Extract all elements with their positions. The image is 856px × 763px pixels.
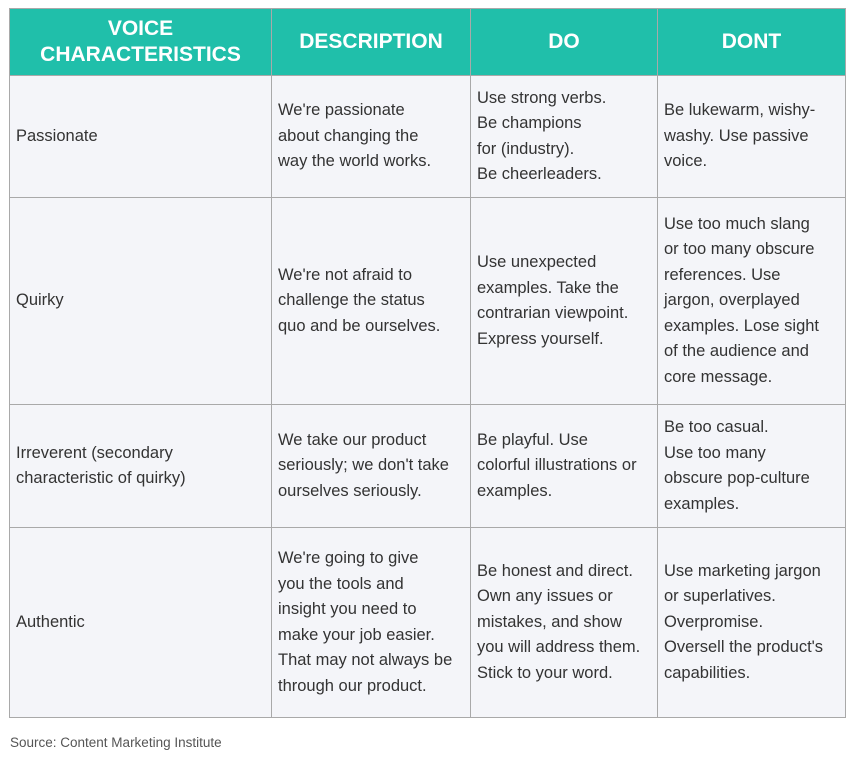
dont-cell: Use marketing jargon or superlatives. Overpromise. Oversell the product's capabilities. (658, 528, 846, 718)
table-row (10, 76, 846, 198)
do-cell: Be honest and direct. Own any issues or mistakes, and show you will address them. Stick to your word. (471, 528, 658, 718)
do-cell: Use strong verbs. Be champions for (industry). Be cheerleaders. (471, 76, 658, 198)
table-row (10, 528, 846, 718)
description-cell: We're going to give you the tools and insight you need to make your job easier. That may not always be through our product. (272, 528, 471, 718)
description-cell: We're not afraid to challenge the status quo and be ourselves. (272, 198, 471, 405)
voice-characteristics-table (9, 8, 846, 718)
characteristic-cell: Authentic (10, 528, 272, 718)
dont-cell: Be too casual. Use too many obscure pop-culture examples. (658, 405, 846, 528)
header-voice-characteristics: VOICE CHARACTERISTICS (10, 9, 272, 76)
description-cell: We're passionate about changing the way the world works. (272, 76, 471, 198)
characteristic-cell: Passionate (10, 76, 272, 198)
header-do: DO (471, 9, 658, 76)
table-row (10, 198, 846, 405)
source-caption: Source: Content Marketing Institute (10, 735, 222, 750)
table-row (10, 405, 846, 528)
header-dont: DONT (658, 9, 846, 76)
characteristic-cell: Quirky (10, 198, 272, 405)
do-cell: Be playful. Use colorful illustrations or examples. (471, 405, 658, 528)
dont-cell: Be lukewarm, wishy- washy. Use passive voice. (658, 76, 846, 198)
header-description: DESCRIPTION (272, 9, 471, 76)
do-cell: Use unexpected examples. Take the contrarian viewpoint. Express yourself. (471, 198, 658, 405)
table-header-row (10, 9, 846, 76)
dont-cell: Use too much slang or too many obscure references. Use jargon, overplayed examples. Lose sight of the audience and core message. (658, 198, 846, 405)
description-cell: We take our product seriously; we don't take ourselves seriously. (272, 405, 471, 528)
characteristic-cell: Irreverent (secondary characteristic of quirky) (10, 405, 272, 528)
